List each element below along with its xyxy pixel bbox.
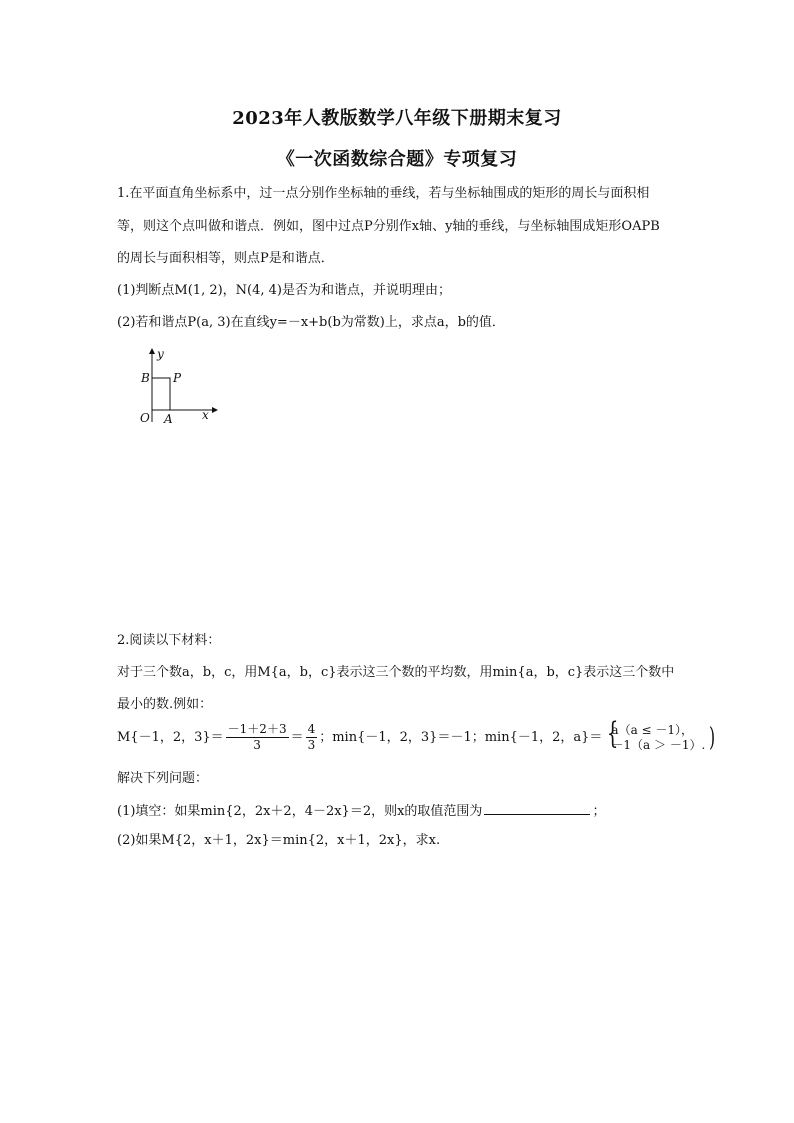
coordinate-figure bbox=[138, 344, 228, 428]
label-o: O bbox=[140, 411, 150, 425]
q2-part-1-text: (1)填空：如果min{2，2x＋2，4－2x}＝2，则x的取值范围为 bbox=[117, 804, 483, 819]
label-a: A bbox=[164, 412, 173, 426]
q2-instruction: 解决下列问题： bbox=[117, 771, 209, 786]
fraction-result bbox=[306, 722, 318, 753]
q2-example-line bbox=[117, 715, 717, 753]
equals-sign: ＝ bbox=[290, 730, 304, 745]
q1-stem-line-1: 1.在平面直角坐标系中，过一点分别作坐标轴的垂线，若与坐标轴围成的矩形的周长与面积相 bbox=[117, 186, 650, 201]
label-y: y bbox=[157, 347, 164, 361]
fraction-denominator: 3 bbox=[253, 738, 261, 752]
left-brace: { bbox=[607, 715, 619, 751]
piecewise-cases bbox=[604, 715, 706, 753]
case-2: －1（a ＞ －1）. bbox=[611, 737, 706, 752]
q2-part-2: (2)如果M{2，x＋1，2x}＝min{2，x＋1，2x}，求x. bbox=[117, 833, 441, 848]
title-line-1: 2023年人教版数学八年级下册期末复习 bbox=[232, 108, 562, 129]
y-axis-arrow bbox=[149, 348, 155, 354]
label-p: P bbox=[173, 371, 182, 385]
x-axis-arrow bbox=[212, 407, 218, 413]
q1-part-1: (1)判断点M(1, 2)，N(4, 4)是否为和谐点，并说明理由； bbox=[117, 283, 452, 298]
q2-line-2: 对于三个数a，b，c，用M{a，b，c}表示这三个数的平均数，用min{a，b，c}表示这三个数中 bbox=[117, 665, 675, 680]
label-b: B bbox=[141, 371, 150, 385]
case-1: a（a ≤ －1）， bbox=[611, 722, 694, 737]
q2-part-1 bbox=[117, 801, 605, 821]
label-x: x bbox=[202, 408, 209, 422]
title-line-2: 《一次函数综合题》专项复习 bbox=[276, 149, 518, 170]
fraction-result-numerator: 4 bbox=[307, 722, 316, 736]
fraction-average bbox=[226, 722, 289, 753]
fraction-result-denominator: 3 bbox=[307, 738, 316, 752]
q1-part-2: (2)若和谐点P(a, 3)在直线y=－x+b(b为常数)上，求点a，b的值． bbox=[117, 315, 505, 330]
q1-stem-line-3: 的周长与面积相等，则点P是和谐点． bbox=[117, 251, 334, 266]
example-middle: ；min{－1，2，3}＝－1；min{－1，2，a}＝ bbox=[319, 730, 603, 745]
q2-part-1-suffix: ； bbox=[592, 804, 606, 819]
q2-line-3: 最小的数.例如： bbox=[117, 697, 213, 712]
rectangle-oapb bbox=[152, 378, 170, 410]
fraction-numerator: －1＋2＋3 bbox=[227, 722, 287, 736]
q2-line-1: 2.阅读以下材料： bbox=[117, 633, 221, 648]
q1-stem-line-2: 等，则这个点叫做和谐点．例如，图中过点P分别作x轴、y轴的垂线，与坐标轴围成矩形OAPB bbox=[117, 219, 660, 234]
right-paren: ) bbox=[709, 722, 716, 753]
answer-blank[interactable] bbox=[484, 801, 590, 815]
example-lhs: M{－1，2，3}＝ bbox=[117, 730, 224, 745]
